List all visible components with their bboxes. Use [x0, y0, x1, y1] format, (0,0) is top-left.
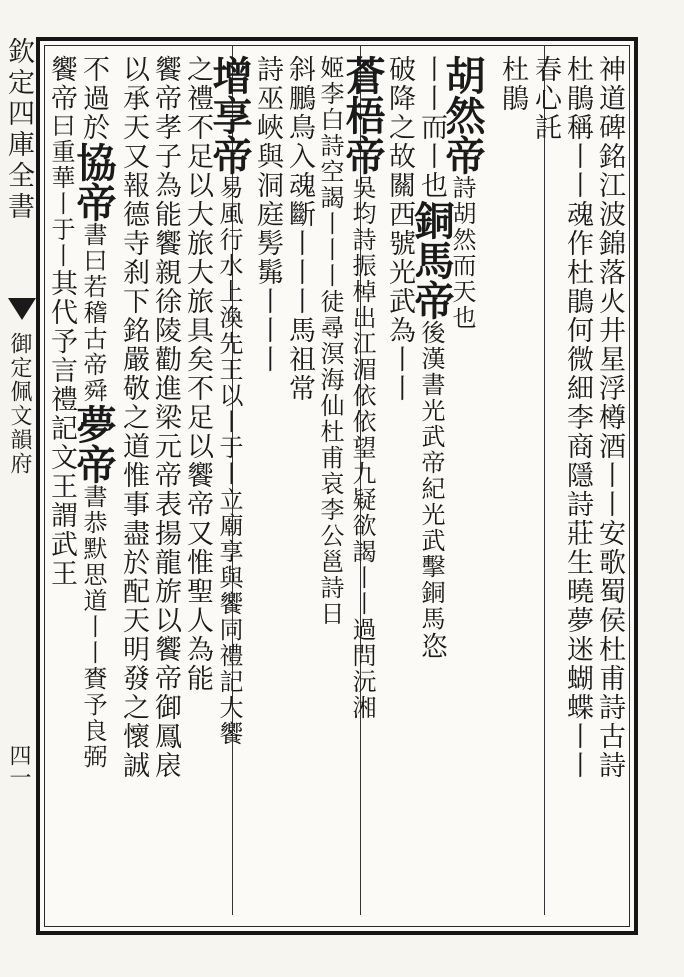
text-segment: 以承天又報德寺刹下銘嚴敬之道惟事盡於配天明發之懷誠: [118, 55, 149, 780]
text-segment: 吳均詩振棹出江湄依依望九疑欲謁丨丨過問沅湘: [348, 175, 376, 721]
text-segment: 不過於: [78, 55, 109, 142]
headword-char: 協: [70, 142, 117, 182]
text-segment: 易風行水上渙先王以丨于丨立廟享與饗同禮記大饗: [215, 175, 243, 747]
text-column: [180, 55, 214, 905]
text-segment: 杜鵑稱丨丨魂作杜鵑何微細李商隱詩莊生曉夢迷蝴蝶丨丨: [562, 55, 593, 780]
text-segment: 曰重華丨于丨: [47, 113, 75, 269]
headword-char: 帝: [70, 182, 117, 222]
text-column: [339, 55, 386, 905]
text-segment: 書曰若稽古帝舜: [79, 222, 107, 404]
text-column: [528, 55, 562, 905]
text-column: [560, 55, 594, 905]
headword-char: 帝: [70, 444, 117, 484]
text-column: [116, 55, 150, 905]
headword-char: 梧: [339, 95, 386, 135]
text-segment: 饗帝孝子為能饗親徐陵勸進梁元帝表揚龍旂以饗帝御鳳扆: [150, 55, 181, 780]
text-segment: 饗帝: [46, 55, 77, 113]
text-segment: 姬李白詩空謁丨丨丨徒尋溟海仙杜甫哀李公邕詩日: [316, 55, 344, 627]
text-segment: 丨丨而丨也: [416, 55, 447, 200]
headword-char: 銅: [408, 200, 455, 240]
text-column: [439, 55, 486, 905]
text-segment: 杜鵑: [497, 55, 528, 113]
text-column: [206, 55, 253, 905]
text-segment: 破降之故關西號光武為丨丨: [384, 55, 415, 403]
text-segment: 恣: [416, 632, 447, 661]
text-segment: 書恭默思道丨丨賚予良弼: [79, 484, 107, 770]
headword-char: 帝: [408, 280, 455, 320]
headword-char: 帝: [439, 135, 486, 175]
headword-char: 蒼: [339, 55, 386, 95]
text-segment: 詩胡然而天也: [448, 175, 476, 331]
margin-sub-title: 御定佩文韻府: [7, 332, 32, 476]
text-column: [44, 55, 78, 905]
headword-char: 增: [206, 55, 253, 95]
headword-char: 夢: [70, 404, 117, 444]
margin-book-title: 欽定四庫全書: [3, 37, 34, 223]
fishtail-mark: [8, 298, 36, 320]
headword-char: 帝: [339, 135, 386, 175]
text-segment: 詩巫峽與洞庭髣髴丨丨丨: [252, 55, 283, 374]
headword-char: 享: [206, 95, 253, 135]
headword-char: 然: [439, 95, 486, 135]
page-number: 四一: [6, 744, 31, 788]
text-column: [408, 55, 455, 905]
headword-char: 胡: [439, 55, 486, 95]
text-column: [282, 55, 316, 905]
text-column: [592, 55, 626, 905]
text-segment: 其代予言禮記文王謂武王: [46, 269, 77, 588]
text-column: [495, 55, 529, 905]
text-column: [70, 55, 117, 905]
text-column: [148, 55, 182, 905]
text-segment: 後漢書光武帝紀光武擊銅馬: [417, 320, 445, 632]
headword-char: 馬: [408, 240, 455, 280]
text-column: [382, 55, 416, 905]
text-column: [313, 55, 347, 905]
text-segment: 之禮不足以大旅大旅具矣不足以饗帝又惟聖人為能: [182, 55, 213, 693]
text-segment: 春心託: [530, 55, 561, 142]
headword-char: 帝: [206, 135, 253, 175]
text-segment: 斜鵬鳥入魂斷丨丨丨馬祖常: [284, 55, 315, 403]
text-column: [250, 55, 284, 905]
text-segment: 神道碑銘江波錦落火井星浮樽酒丨丨安歌蜀侯杜甫詩古詩: [594, 55, 625, 780]
